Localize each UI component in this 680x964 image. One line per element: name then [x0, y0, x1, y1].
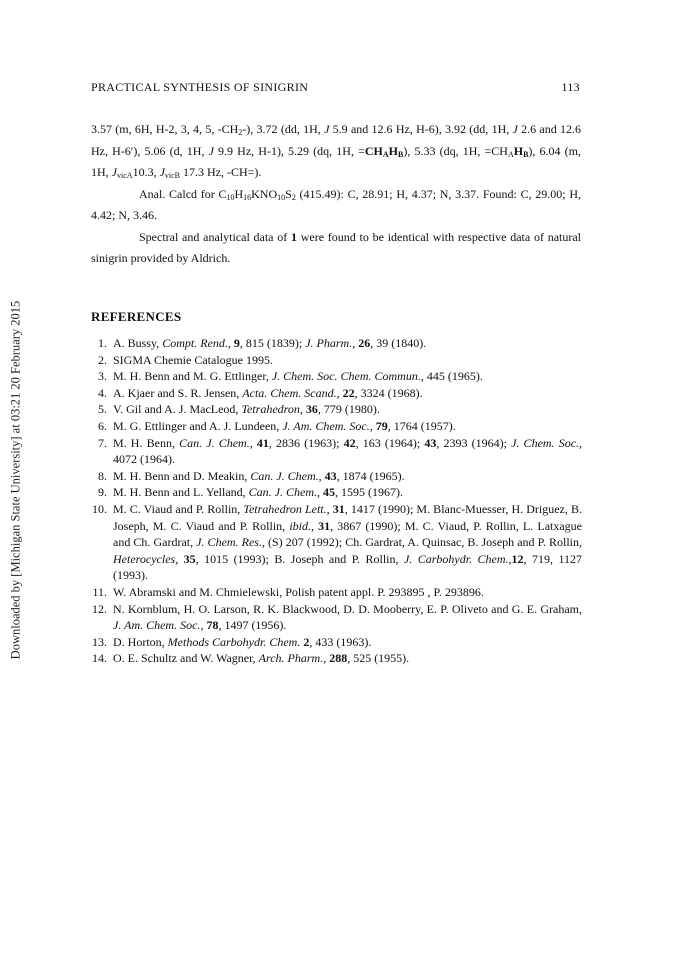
reference-text: N. Kornblum, H. O. Larson, R. K. Blackwood, D. D. Mooberry, E. P. Oliveto and G. E. Graham, J. Am. Chem. Soc., 78, 1497 (1956).	[113, 601, 582, 633]
analysis-paragraph: Anal. Calcd for $C_{10}H_{16}KNO_{10}S_2$ (415.49): C, 28.91; H, 4.37; N, 3.37. Found: C, 29.00; H, 4.42; N, 3.46.	[91, 186, 581, 222]
references-heading: REFERENCES	[91, 309, 182, 324]
reference-text: SIGMA Chemie Catalogue 1995.	[113, 352, 273, 367]
reference-item	[85, 435, 582, 468]
page-header	[91, 80, 580, 95]
download-notice	[8, 300, 28, 660]
reference-number: 13.	[92, 634, 107, 649]
reference-item	[85, 584, 582, 601]
reference-number: 6.	[98, 418, 107, 433]
reference-item	[85, 484, 582, 501]
page-number: 113	[561, 80, 580, 94]
reference-number: 14.	[92, 651, 107, 666]
reference-text: M. C. Viaud and P. Rollin, Tetrahedron Lett., 31, 1417 (1990); M. Blanc-Muesser, H. Driguez, B. Joseph, M. C. Viaud and P. Rollin, ibid., 31, 3867 (1990); M. C. Viaud, P. Rollin, L. Latxague and Ch. Gardrat, J. Chem. Res., (S) 207 (1992); Ch. Gardrat, A. Quinsac, B. Joseph and P. Rollin, Heterocycles, 35, 1015 (1993); B. Joseph and P. Rollin, J. Carbohydr. Chem.,12, 719, 1127 (1993).	[113, 501, 583, 583]
reference-number: 10.	[92, 501, 107, 516]
reference-text: V. Gil and A. J. MacLeod, Tetrahedron, 36, 779 (1980).	[113, 402, 380, 417]
body-text	[91, 119, 581, 270]
references-list	[85, 335, 582, 667]
reference-item	[85, 368, 582, 385]
reference-number: 11.	[92, 584, 107, 599]
running-title: PRACTICAL SYNTHESIS OF SINIGRIN	[91, 80, 309, 94]
reference-text: M. H. Benn and L. Yelland, Can. J. Chem., 45, 1595 (1967).	[113, 485, 403, 500]
reference-item	[85, 468, 582, 485]
download-notice-text: Downloaded by [Michigan State University] at 03:21 20 February 2015	[8, 300, 23, 660]
reference-text: W. Abramski and M. Chmielewski, Polish patent appl. P. 293895 , P. 293896.	[113, 584, 484, 599]
reference-number: 8.	[98, 468, 107, 483]
reference-item	[85, 335, 582, 352]
spectral-paragraph: Spectral and analytical data of 1 were found to be identical with respective data of natural sinigrin provided by Aldrich.	[91, 229, 582, 265]
reference-text: M. H. Benn and M. G. Ettlinger, J. Chem. Soc. Chem. Commun., 445 (1965).	[113, 369, 483, 384]
reference-text: M. H. Benn, Can. J. Chem., 41, 2836 (1963); 42, 163 (1964); 43, 2393 (1964); J. Chem. Soc., 4072 (1964).	[113, 435, 583, 467]
reference-item	[85, 634, 582, 651]
reference-item	[85, 385, 582, 402]
reference-number: 9.	[98, 485, 107, 500]
reference-text: O. E. Schultz and W. Wagner, Arch. Pharm., 288, 525 (1955).	[113, 651, 410, 666]
reference-item	[85, 401, 582, 418]
reference-item	[85, 352, 582, 369]
reference-text: D. Horton, Methods Carbohydr. Chem. 2, 433 (1963).	[113, 634, 372, 649]
reference-text: M. G. Ettlinger and A. J. Lundeen, J. Am. Chem. Soc., 79, 1764 (1957).	[113, 418, 456, 433]
reference-number: 3.	[98, 369, 107, 384]
reference-item	[85, 650, 582, 667]
reference-item	[85, 501, 582, 584]
reference-item	[85, 418, 582, 435]
reference-text: M. H. Benn and D. Meakin, Can. J. Chem., 43, 1874 (1965).	[113, 468, 405, 483]
reference-number: 4.	[98, 385, 107, 400]
reference-text: A. Bussy, Compt. Rend., 9, 815 (1839); J. Pharm., 26, 39 (1840).	[113, 336, 427, 350]
reference-number: 12.	[92, 601, 107, 616]
reference-number: 1.	[98, 336, 107, 350]
reference-number: 2.	[98, 352, 107, 367]
reference-text: A. Kjaer and S. R. Jensen, Acta. Chem. Scand., 22, 3324 (1968).	[113, 385, 423, 400]
reference-item	[85, 601, 582, 634]
reference-number: 7.	[98, 435, 107, 450]
reference-number: 5.	[98, 402, 107, 417]
nmr-paragraph: 3.57 (m, 6H, H-2, 3, 4, 5, $-CH_2-$), 3.72 (dd, 1H, J 5.9 and 12.6 Hz, H-6), 3.92 (dd, 1H, J 2.6 and 12.6 Hz, H-6′), 5.06 (d, 1H, J 9.9 Hz, H-1), 5.29 (dq, 1H, $=CH_AH_B$), 5.33 (dq, 1H, $=CH_AH_B$), 6.04 (m, 1H, $J_{vicA}10.3$, $J_{vicB}$ 17.3 Hz, -CH=).	[91, 122, 582, 180]
